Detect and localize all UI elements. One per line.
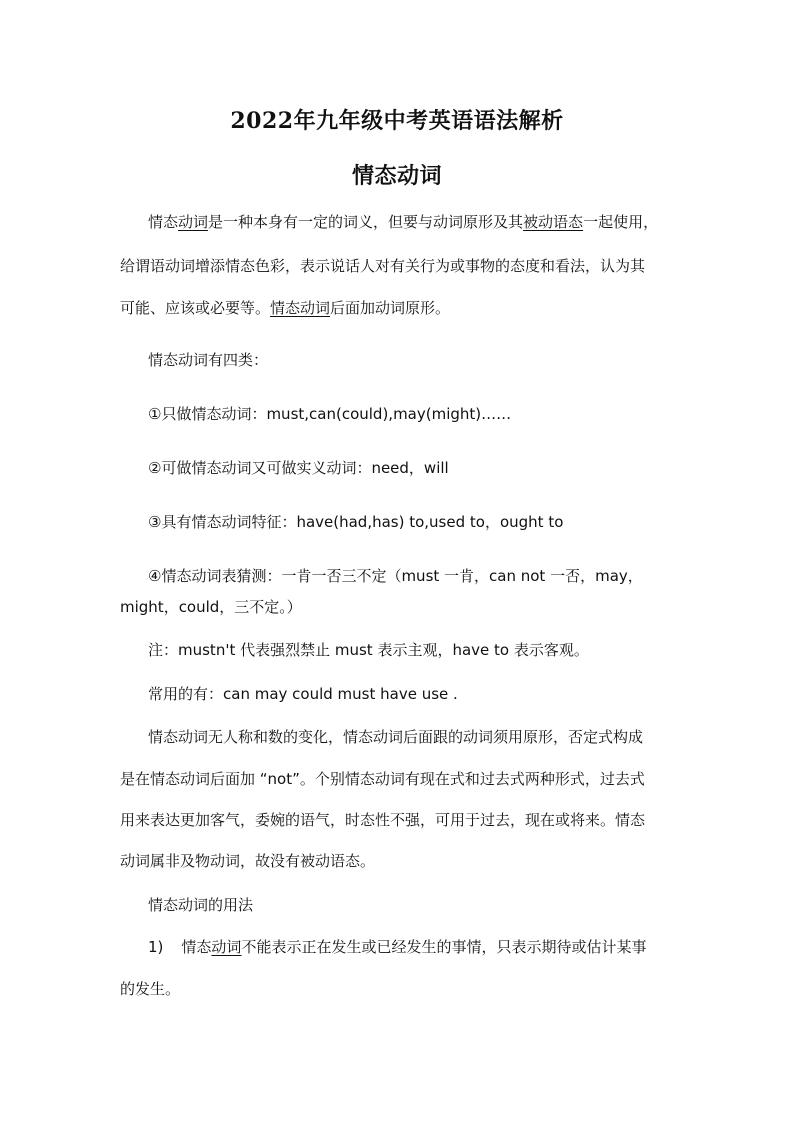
type-item-2: ②可做情态动词又可做实义动词：need，will: [148, 459, 449, 477]
usage-text: 情态: [181, 938, 212, 956]
usage-item-1-line-1: [148, 937, 646, 957]
type-item-4-line-1: ④情态动词表猜测：一肯一否三不定（must 一肯，can not 一否，may，: [148, 567, 643, 585]
underlined-term: 被动语态: [523, 213, 584, 231]
list-number: 1): [148, 938, 164, 956]
intro-text: 一起使用，: [583, 213, 659, 231]
types-heading: 情态动词有四类：: [148, 351, 269, 369]
underlined-term: 动词: [178, 213, 209, 231]
usage-text: 不能表示正在发生或已经发生的事情，只表示期待或估计某事: [241, 938, 647, 956]
intro-text: 后面加动词原形。: [330, 299, 451, 317]
document-subtitle: 情态动词: [351, 163, 442, 189]
intro-line-3: [120, 298, 450, 318]
intro-text: 是一种本身有一定的词义，但要与动词原形及其: [208, 213, 524, 231]
para-line-2: 是在情态动词后面加 “not”。个别情态动词有现在式和过去式两种形式，过去式: [120, 770, 645, 788]
type-item-4-line-2: might，could，三不定。）: [120, 598, 302, 616]
common-line: 常用的有：can may could must have use .: [148, 685, 458, 703]
usage-item-1-line-2: 的发生。: [120, 980, 181, 998]
para-line-4: 动词属非及物动词，故没有被动语态。: [120, 852, 376, 870]
type-item-1: ①只做情态动词：must,can(could),may(might)……: [148, 405, 512, 423]
note-line: 注：mustn't 代表强烈禁止 must 表示主观，have to 表示客观。: [148, 641, 589, 659]
usage-heading: 情态动词的用法: [148, 896, 254, 914]
intro-line-2: 给谓语动词增添情态色彩，表示说话人对有关行为或事物的态度和看法，认为其: [120, 257, 646, 275]
para-line-3: 用来表达更加客气，委婉的语气，时态性不强，可用于过去，现在或将来。情态: [120, 811, 646, 829]
para-line-1: 情态动词无人称和数的变化，情态动词后面跟的动词须用原形，否定式构成: [148, 728, 644, 746]
underlined-term: 情态动词: [270, 299, 331, 317]
type-item-3: ③具有情态动词特征：have(had,has) to,used to，ought to: [148, 513, 564, 531]
intro-line-1: [148, 212, 658, 232]
intro-text: 情态: [148, 213, 179, 231]
underlined-term: 动词: [211, 938, 242, 956]
intro-text: 可能、应该或必要等。: [120, 299, 271, 317]
document-title: 2022年九年级中考英语语法解析: [230, 108, 564, 134]
